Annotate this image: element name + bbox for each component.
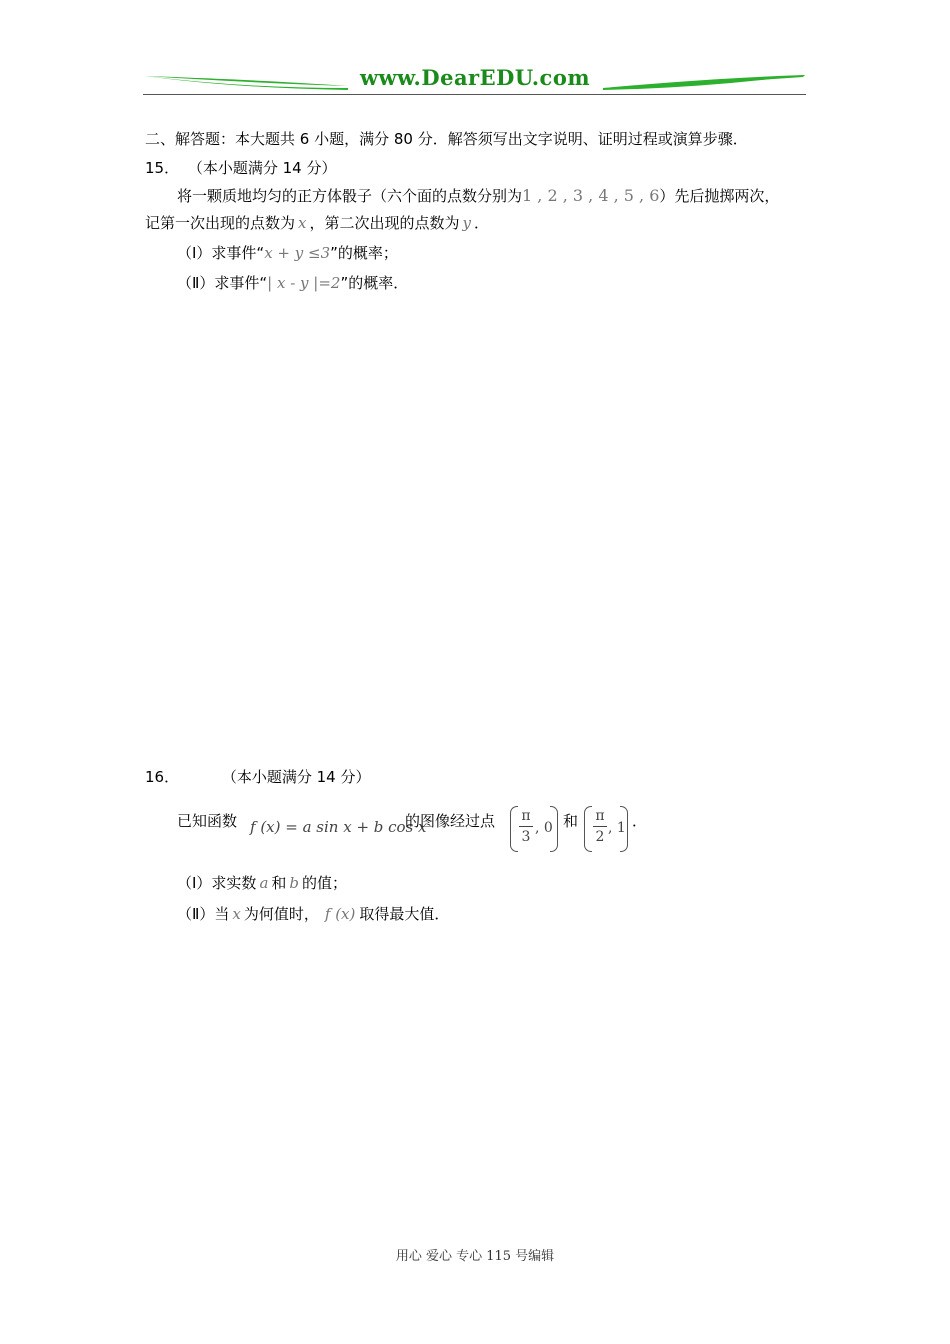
q15-number: 15．	[145, 159, 180, 177]
q16-point2-numerator: π	[595, 808, 605, 824]
q15-stem-line2	[145, 212, 489, 233]
q16-var-a: a	[259, 874, 269, 892]
q16-part2-end: 取得最大值．	[359, 905, 450, 923]
q16-stem-text-mid: 的图像经过点	[405, 812, 496, 830]
q16-point1	[510, 806, 558, 852]
q15-part2-label: （Ⅱ）求事件“	[177, 274, 268, 292]
site-header	[143, 65, 806, 98]
q15-stem2-text: 记第一次出现的点数为	[145, 214, 296, 232]
q15-part2-end: ”的概率．	[340, 274, 409, 292]
q16-part1	[177, 872, 347, 893]
site-logo-text[interactable]: www.DearEDU.com	[348, 65, 602, 90]
q16-part1-mid: 和	[271, 874, 287, 892]
q16-point2-fraction	[593, 808, 607, 845]
right-paren-icon	[550, 806, 558, 852]
q16-point1-fraction	[519, 808, 533, 845]
q15-part1-condition: x + y ≤3	[264, 244, 331, 262]
q15-part1	[177, 242, 398, 263]
q15-stem2-period: ．	[473, 214, 489, 232]
q16-number: 16．	[145, 768, 180, 786]
q16-part2-label: （Ⅱ）当	[177, 905, 230, 923]
left-paren-icon	[510, 806, 518, 852]
q15-title	[145, 157, 337, 178]
q16-var-b: b	[289, 874, 300, 892]
q16-period: ．	[632, 812, 648, 830]
left-paren-icon	[584, 806, 592, 852]
q16-point1-denominator: 3	[521, 829, 531, 845]
page-footer: 用心 爱心 专心 115 号编辑	[395, 1249, 555, 1264]
q16-part1-end: 的值；	[302, 874, 348, 892]
section-heading: 二、解答题：本大题共 6 小题，满分 80 分．解答须写出文字说明、证明过程或演算步骤．	[145, 130, 748, 148]
q16-function: f (x) = a sin x + b cos x	[250, 818, 427, 836]
header-divider	[143, 94, 806, 95]
q15-stem-line1	[177, 185, 779, 206]
q15-stem2-text-mid: ，第二次出现的点数为	[309, 214, 460, 232]
q15-dice-faces: 1 , 2 , 3 , 4 , 5 , 6	[522, 186, 660, 205]
q16-point1-rest: , 0	[535, 820, 553, 836]
q16-part1-label: （Ⅰ）求实数	[177, 874, 257, 892]
q16-part2	[177, 903, 449, 924]
q15-part1-label: （Ⅰ）求事件“	[177, 244, 265, 262]
q15-part1-end: ”的概率；	[330, 244, 398, 262]
q16-point2	[584, 806, 628, 852]
q16-points: （本小题满分 14 分）	[221, 768, 371, 786]
q15-var-y: y	[462, 214, 471, 232]
q15-stem-text-end: ）先后抛掷两次，	[659, 187, 780, 205]
q16-point2-rest: , 1	[608, 820, 626, 836]
q16-and: 和	[563, 812, 579, 830]
q15-part2-condition: | x - y |=2	[267, 274, 341, 292]
q16-part2-function: f (x)	[324, 905, 356, 923]
q15-part2	[177, 272, 408, 293]
q16-part2-mid: 为何值时，	[243, 905, 319, 923]
q15-stem-text: 将一颗质地均匀的正方体骰子（六个面的点数分别为	[177, 187, 523, 205]
fraction-bar	[519, 826, 533, 827]
fraction-bar	[593, 826, 607, 827]
q16-point1-numerator: π	[521, 808, 531, 824]
q16-var-x: x	[232, 905, 241, 923]
q16-point2-denominator: 2	[595, 829, 605, 845]
right-paren-icon	[620, 806, 628, 852]
q16-stem-text: 已知函数	[177, 812, 238, 830]
q15-points: （本小题满分 14 分）	[187, 159, 337, 177]
q15-var-x: x	[298, 214, 307, 232]
q16-title	[145, 766, 371, 787]
